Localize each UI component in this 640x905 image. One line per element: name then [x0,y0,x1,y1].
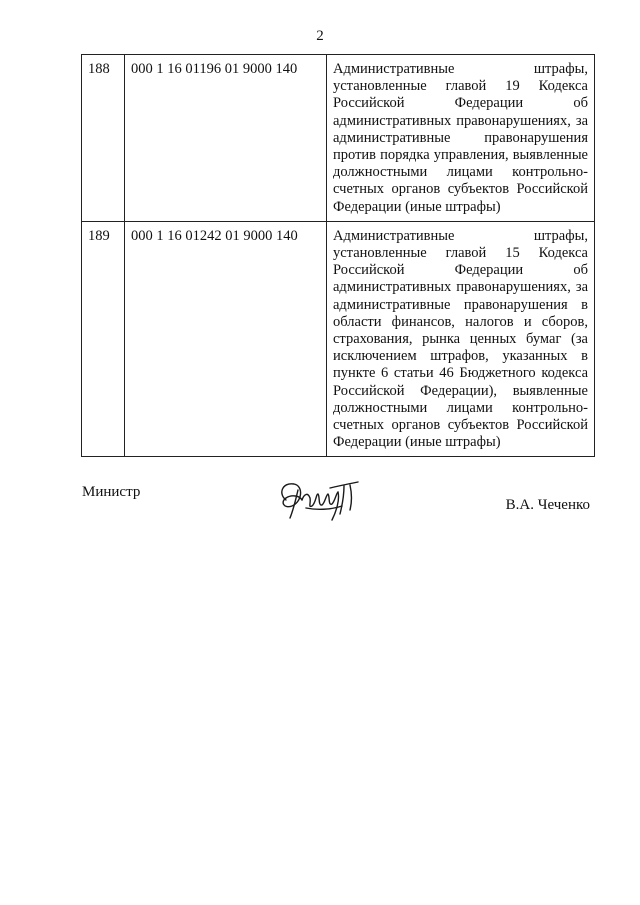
row-number: 189 [82,221,125,457]
page-number: 2 [316,28,324,44]
row-number: 188 [82,55,125,222]
code-description: Административные штрафы, установленные главой 19 Кодекса Российской Федерации об административных правонарушениях, за административные правонарушения против порядка управления, выявленные должностными лицами контрольно-счетных органов субъектов Российской Федерации (иные штрафы) [327,55,595,222]
code-description: Административные штрафы, установленные главой 15 Кодекса Российской Федерации об административных правонарушениях, за административные правонарушения в области финансов, налогов и сборов, страхования, рынка ценных бумаг (за исключением штрафов, указанных в пункте 6 статьи 46 Бюджетного кодекса Российской Федерации), выявленные должностными лицами контрольно-счетных органов субъектов Российской Федерации (иные штрафы) [327,221,595,457]
budget-codes-table [81,54,595,457]
signatory-title: Министр [82,484,141,500]
budget-code: 000 1 16 01242 01 9000 140 [125,221,327,457]
handwritten-signature [272,470,368,526]
budget-code: 000 1 16 01196 01 9000 140 [125,55,327,222]
table-row [82,221,595,457]
table-row [82,55,595,222]
signatory-name: В.А. Чеченко [505,497,590,513]
